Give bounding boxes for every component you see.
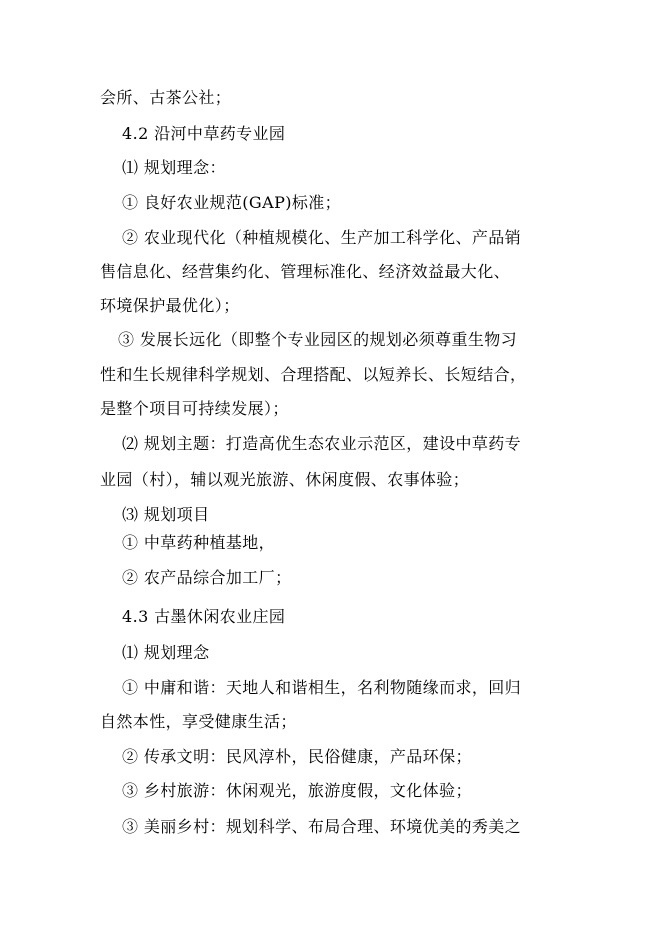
text-line: ⑴ 规划理念： xyxy=(122,158,226,177)
text-line: ⑶ 规划项目 xyxy=(122,505,210,524)
text-line: 是整个项目可持续发展）； xyxy=(100,399,289,418)
text-line: ⑴ 规划理念 xyxy=(122,643,210,662)
text-line: ③ 美丽乡村：规划科学、布局合理、环境优美的秀美之 xyxy=(122,817,522,836)
text-line: ② 传承文明：民风淳朴，民俗健康，产品环保； xyxy=(122,747,472,766)
text-line: 售信息化、经营集约化、管理标准化、经济效益最大化、 xyxy=(100,262,511,281)
text-line: ① 中庸和谐：天地人和谐相生，名利物随缘而求，回归 xyxy=(122,678,522,697)
text-line: ③ 发展长远化（即整个专业园区的规划必须尊重生物习 xyxy=(118,330,518,349)
text-line: ① 良好农业规范(GAP)标准； xyxy=(122,193,342,212)
text-line: 环境保护最优化）； xyxy=(100,296,240,315)
text-line: ① 中草药种植基地， xyxy=(122,533,276,552)
text-line: 性和生长规律科学规划、合理搭配、以短养长、长短结合， xyxy=(100,365,527,384)
text-line: ② 农业现代化（种植规模化、生产加工科学化、产品销 xyxy=(122,228,522,247)
text-line: 自然本性，享受健康生活； xyxy=(100,712,297,731)
section-heading: 4.2 沿河中草药专业园 xyxy=(122,124,286,143)
text-line: ⑵ 规划主题：打造高优生态农业示范区，建设中草药专 xyxy=(122,434,522,453)
text-line: 业园（村），辅以观光旅游、休闲度假、农事体验； xyxy=(100,470,470,489)
text-line: 会所、古茶公社； xyxy=(100,88,232,107)
text-line: ② 农产品综合加工厂； xyxy=(122,568,292,587)
section-heading: 4.3 古墨休闲农业庄园 xyxy=(122,607,286,626)
text-line: ③ 乡村旅游：休闲观光，旅游度假，文化体验； xyxy=(122,781,472,800)
